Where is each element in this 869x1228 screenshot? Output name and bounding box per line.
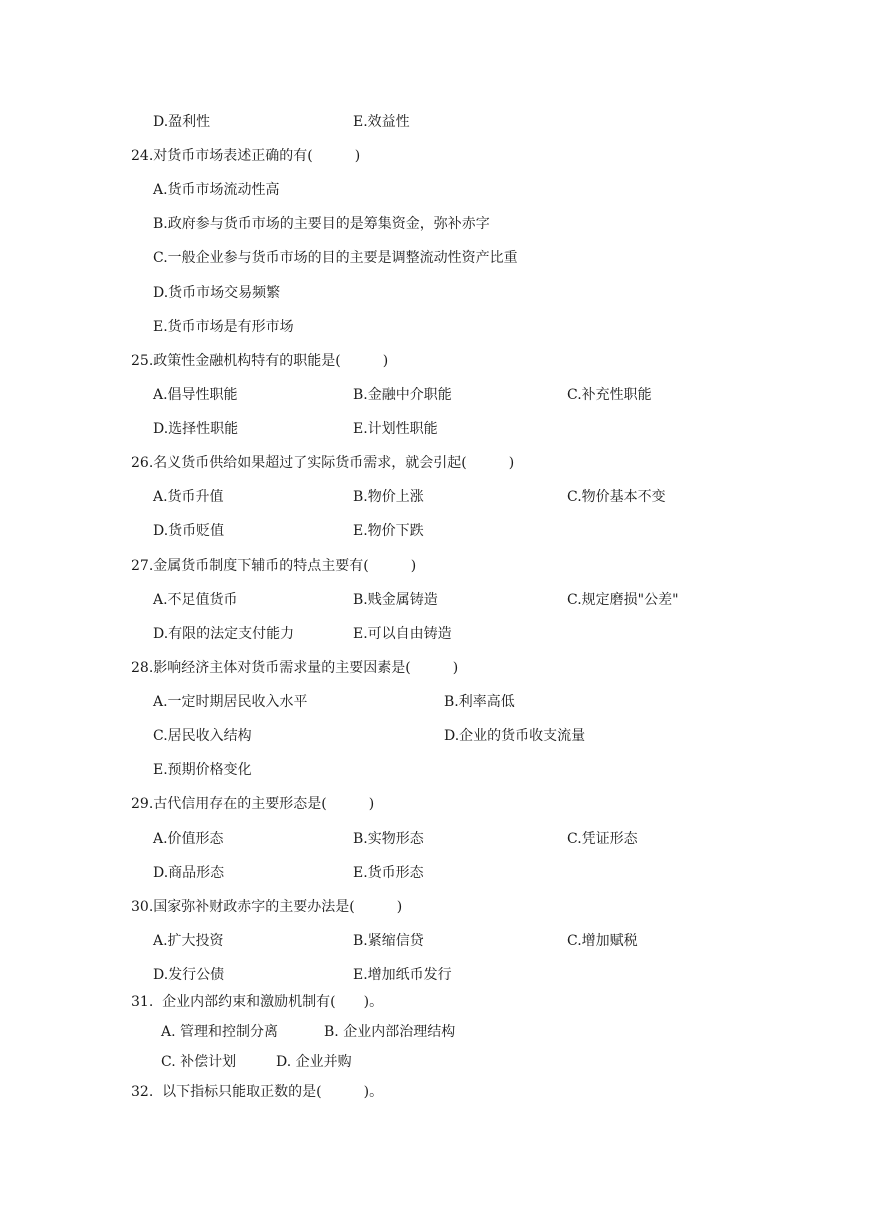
q31-option-a: A. 管理和控制分离	[161, 1024, 279, 1040]
q30-option-a: A.扩大投资	[153, 933, 224, 949]
q31-option-c: C. 补偿计划	[161, 1054, 237, 1070]
question-30-stem: 30.国家弥补财政赤字的主要办法是( )	[131, 899, 403, 915]
q31-option-b: B. 企业内部治理结构	[324, 1024, 456, 1040]
question-27-stem: 27.金属货币制度下辅币的特点主要有( )	[131, 558, 417, 574]
q30-option-b: B.紧缩信贷	[353, 933, 424, 949]
q24-option-a: A.货币市场流动性高	[153, 182, 280, 198]
q29-option-c: C.凭证形态	[567, 831, 638, 847]
q27-option-a: A.不足值货币	[153, 592, 238, 608]
question-26-stem: 26.名义货币供给如果超过了实际货币需求，就会引起( )	[131, 455, 515, 471]
q25-option-e: E.计划性职能	[353, 421, 438, 437]
q29-option-d: D.商品形态	[153, 865, 225, 881]
q27-option-d: D.有限的法定支付能力	[153, 626, 295, 642]
q29-option-e: E.货币形态	[353, 865, 424, 881]
q29-option-a: A.价值形态	[153, 831, 224, 847]
q25-option-a: A.倡导性职能	[153, 387, 238, 403]
q24-option-e: E.货币市场是有形市场	[153, 319, 294, 335]
q28-option-a: A.一定时期居民收入水平	[153, 694, 308, 710]
q30-option-d: D.发行公债	[153, 967, 225, 983]
q28-option-d: D.企业的货币收支流量	[444, 728, 586, 744]
q26-option-c: C.物价基本不变	[567, 489, 666, 505]
option-d: D.盈利性	[153, 114, 211, 130]
q29-option-b: B.实物形态	[353, 831, 424, 847]
question-24-stem: 24.对货币市场表述正确的有( )	[131, 148, 361, 164]
q25-option-c: C.补充性职能	[567, 387, 652, 403]
q30-option-e: E.增加纸币发行	[353, 967, 452, 983]
q26-option-a: A.货币升值	[153, 489, 224, 505]
q30-option-c: C.增加赋税	[567, 933, 638, 949]
q27-option-e: E.可以自由铸造	[353, 626, 452, 642]
q26-option-e: E.物价下跌	[353, 523, 424, 539]
q24-option-b: B.政府参与货币市场的主要目的是筹集资金，弥补赤字	[153, 216, 490, 232]
q26-option-d: D.货币贬值	[153, 523, 225, 539]
q31-option-d: D. 企业并购	[276, 1054, 352, 1070]
q25-option-b: B.金融中介职能	[353, 387, 452, 403]
q28-option-c: C.居民收入结构	[153, 728, 252, 744]
option-e: E.效益性	[353, 114, 410, 130]
question-29-stem: 29.古代信用存在的主要形态是( )	[131, 796, 375, 812]
q28-option-e: E.预期价格变化	[153, 762, 252, 778]
q24-option-c: C.一般企业参与货币市场的目的主要是调整流动性资产比重	[153, 250, 518, 266]
question-32-stem: 32. 以下指标只能取正数的是( )。	[131, 1084, 384, 1100]
q27-option-b: B.贱金属铸造	[353, 592, 438, 608]
question-28-stem: 28.影响经济主体对货币需求量的主要因素是( )	[131, 660, 459, 676]
q26-option-b: B.物价上涨	[353, 489, 424, 505]
q28-option-b: B.利率高低	[444, 694, 515, 710]
q27-option-c: C.规定磨损"公差"	[567, 592, 679, 608]
q25-option-d: D.选择性职能	[153, 421, 239, 437]
question-25-stem: 25.政策性金融机构特有的职能是( )	[131, 353, 389, 369]
question-31-stem: 31. 企业内部约束和激励机制有( )。	[131, 994, 384, 1010]
q24-option-d: D.货币市场交易频繁	[153, 285, 281, 301]
